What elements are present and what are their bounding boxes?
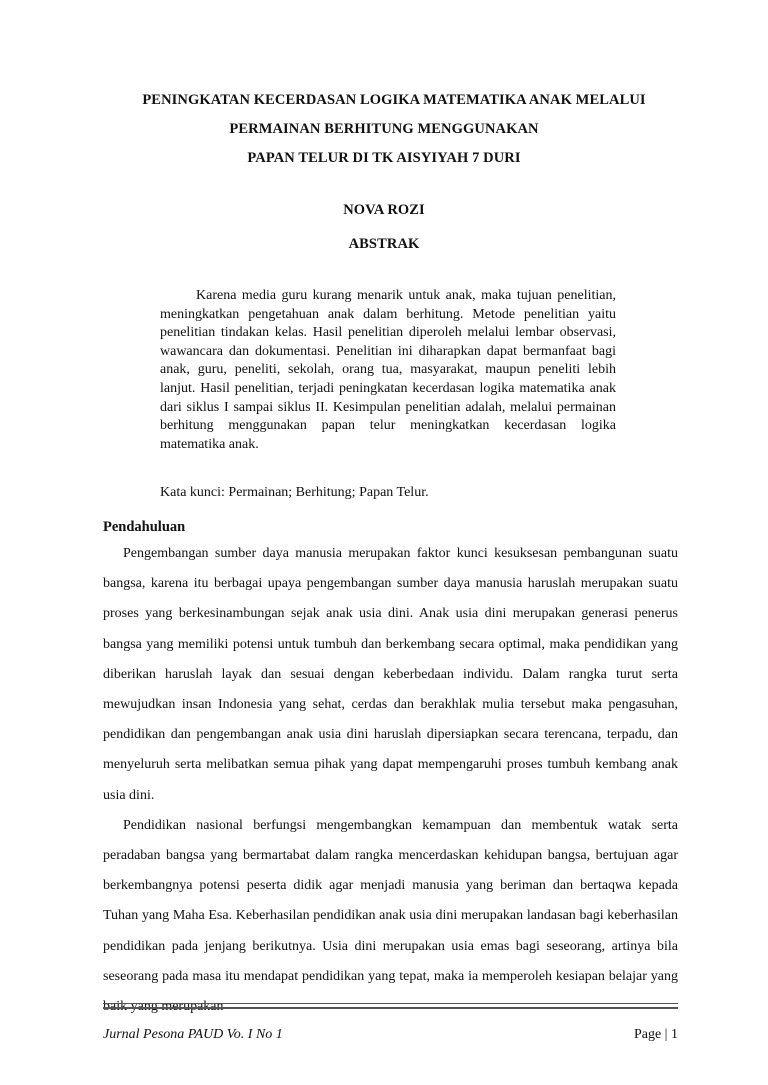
- footer-journal: Jurnal Pesona PAUD Vo. I No 1: [103, 1027, 283, 1042]
- title-line-3: PAPAN TELUR DI TK AISYIYAH 7 DURI: [247, 150, 521, 166]
- abstract-heading: ABSTRAK: [348, 236, 420, 252]
- title-line-2: PERMAINAN BERHITUNG MENGGUNAKAN: [229, 121, 539, 137]
- keywords: Kata kunci: Permainan; Berhitung; Papan Telur.: [160, 485, 429, 500]
- section-heading: Pendahuluan: [103, 519, 186, 535]
- footer-page-number: Page | 1: [633, 1027, 678, 1042]
- title-line-1: PENINGKATAN KECERDASAN LOGIKA MATEMATIKA ANAK MELALUI: [142, 92, 646, 108]
- paragraph-2: Pendidikan nasional berfungsi mengembangkan kemampuan dan membentuk watak serta peradaban bangsa yang bermartabat dalam rangka mencerdaskan kehidupan bangsa, bertujuan agar berkembangnya potensi peserta didik agar menjadi manusia yang beriman dan bertaqwa kepada Tuhan yang Maha Esa. Keberhasilan pendidikan anak usia dini merupakan landasan bagi keberhasilan pendidikan pada jenjang berikutnya. Usia dini merupakan usia emas bagi seseorang, artinya bila seseorang pada masa itu mendapat pendidikan yang tepat, maka ia memperoleh kesiapan belajar yang baik yang merupakan: [103, 817, 678, 1015]
- footer-rule-thin: [103, 1003, 678, 1004]
- paragraph-1: Pengembangan sumber daya manusia merupakan faktor kunci kesuksesan pembangunan suatu bangsa, karena itu berbagai upaya pengembangan sumber daya manusia haruslah merupakan suatu proses yang berkesinambungan sejak anak usia dini. Anak usia dini merupakan generasi penerus bangsa yang memiliki potensi untuk tumbuh dan berkembang secara optimal, maka pendidikan yang diberikan haruslah layak dan sesuai dengan keberbedaan individu. Dalam rangka turut serta mewujudkan insan Indonesia yang sehat, cerdas dan berakhlak mulia tersebut maka pengasuhan, pendidikan dan pengembangan anak usia dini haruslah dipersiapkan secara terencana, terpadu, dan menyeluruh serta melibatkan semua pihak yang dapat mempengaruhi proses tumbuh kembang anak usia dini.: [103, 546, 678, 803]
- author-name: NOVA ROZI: [343, 202, 425, 218]
- footer-rule-thick: [103, 1007, 678, 1009]
- section-body: [103, 539, 678, 1022]
- abstract-text: Karena media guru kurang menarik untuk anak, maka tujuan penelitian, meningkatkan pengetahuan anak dalam berhitung. Metode penelitian yaitu penelitian tindakan kelas. Hasil penelitian diperoleh melalui lembar observasi, wawancara dan dokumentasi. Penelitian ini diharapkan dapat bermanfaat bagi anak, guru, peneliti, sekolah, orang tua, masyarakat, maupun peneliti lebih lanjut. Hasil penelitian, terjadi peningkatan kecerdasan logika matematika anak dari siklus I sampai siklus II. Kesimpulan penelitian adalah, melalui permainan berhitung menggunakan papan telur meningkatkan kecerdasan logika matematika anak.: [160, 288, 616, 452]
- abstract-body: [160, 287, 616, 454]
